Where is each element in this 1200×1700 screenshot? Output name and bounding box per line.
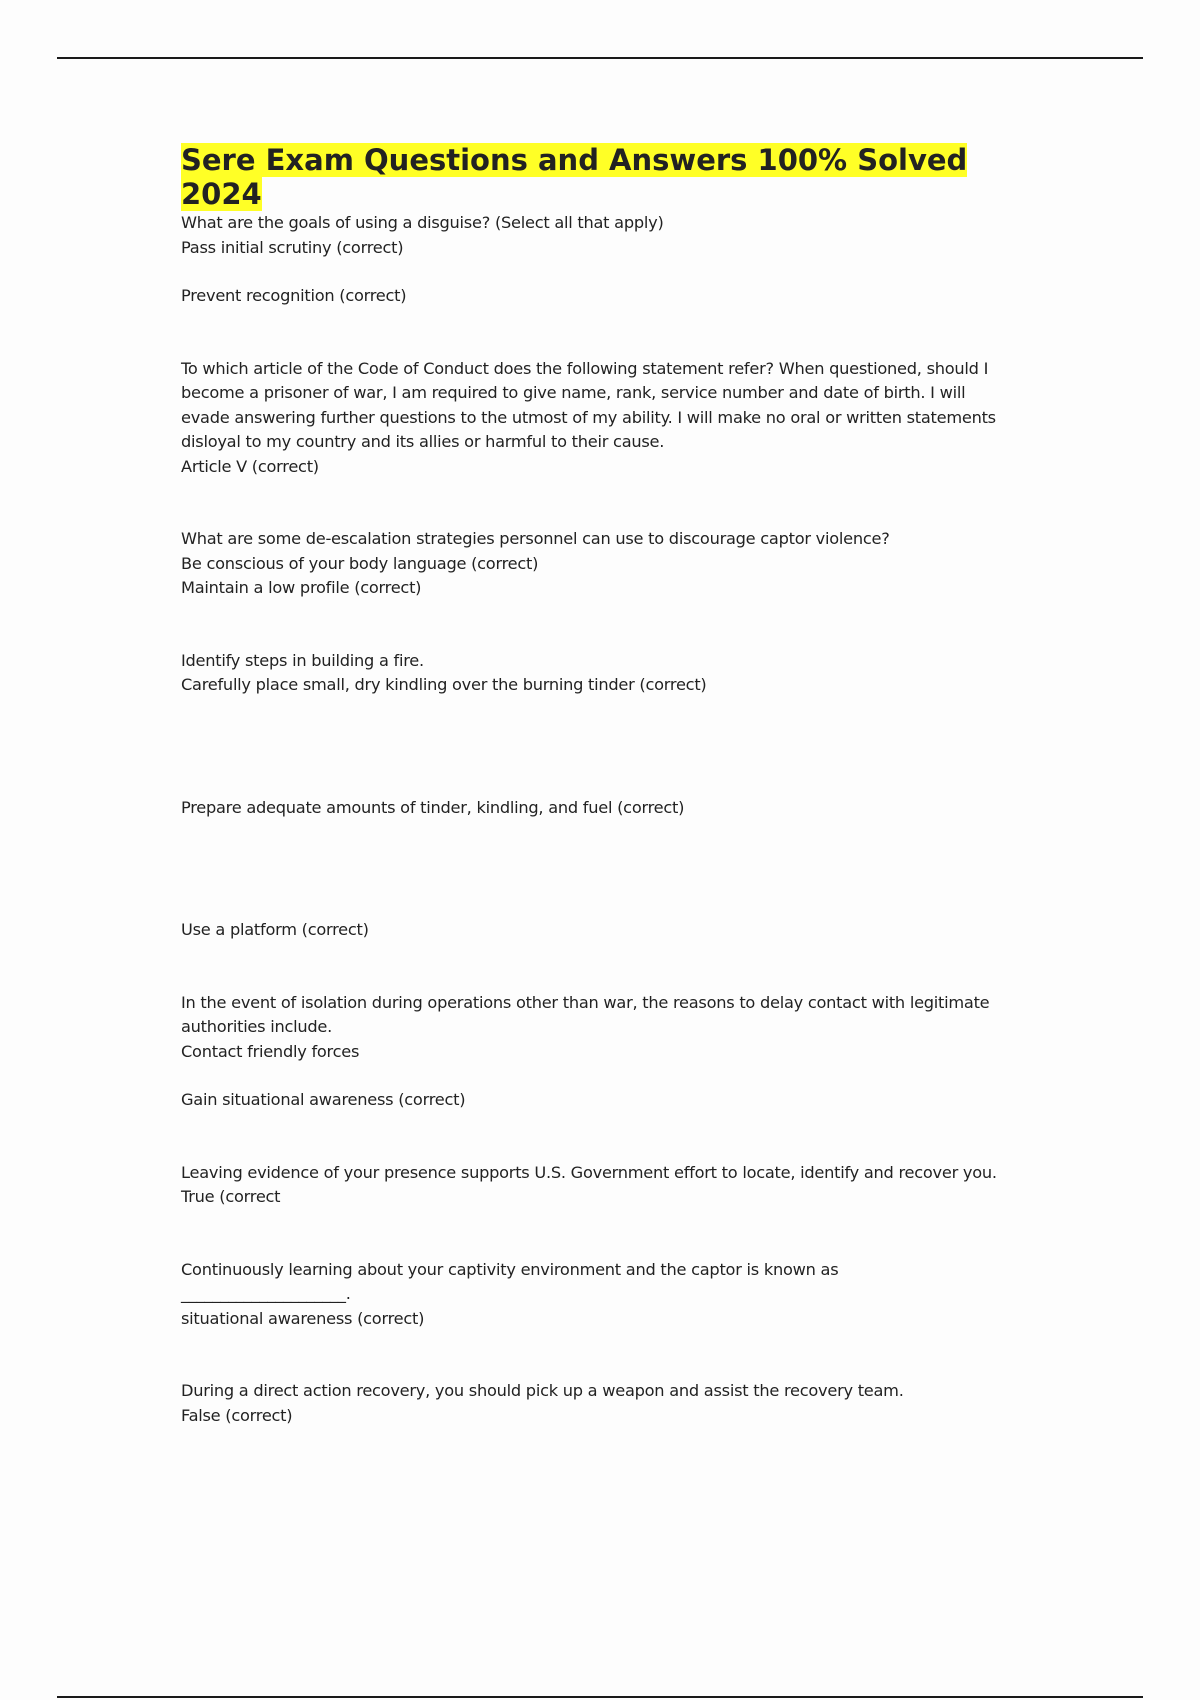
answer-text: situational awareness (correct): [181, 1308, 425, 1328]
answer-text: Be conscious of your body language (correct): [181, 553, 539, 573]
answer-text: True (correct: [181, 1187, 281, 1206]
answer-text: Prepare adequate amounts of tinder, kindling, and fuel (correct): [181, 797, 685, 817]
answer-text: Maintain a low profile (correct): [181, 578, 422, 597]
answer-text: False (correct): [181, 1405, 293, 1425]
header-rule: [57, 57, 1143, 59]
fill-in-blank: _____________________.: [181, 1284, 351, 1303]
document-content: [181, 143, 1001, 1428]
question-text: What are the goals of using a disguise? (Select all that apply): [181, 213, 664, 232]
question-text: Identify steps in building a fire.: [181, 650, 424, 670]
question-text: Leaving evidence of your presence supports U.S. Government effort to locate, identify and recover you.: [181, 1162, 997, 1182]
document-body: [181, 211, 1001, 1428]
question-text: To which article of the Code of Conduct does the following statement refer? When questioned, should I become a prisoner of war, I am required to give name, rank, service number and date of birth. I will evade answering further questions to the utmost of my ability. I will make no oral or written statements disloyal to my country and its allies or harmful to their cause.: [181, 358, 996, 451]
question-text: In the event of isolation during operations other than war, the reasons to delay contact with legitimate authorities include.: [181, 992, 990, 1036]
document-title: Sere Exam Questions and Answers 100% Solved 2024: [181, 143, 968, 211]
answer-text: Use a platform (correct): [181, 920, 369, 939]
footer-rule: [57, 1696, 1143, 1698]
question-text: What are some de-escalation strategies personnel can use to discourage captor violence?: [181, 529, 890, 548]
question-text: Continuously learning about your captivity environment and the captor is known as: [181, 1259, 839, 1279]
answer-text: Carefully place small, dry kindling over the burning tinder (correct): [181, 675, 707, 694]
question-text: During a direct action recovery, you should pick up a weapon and assist the recovery team.: [181, 1381, 904, 1400]
answer-text: Contact friendly forces: [181, 1041, 360, 1061]
answer-text: Gain situational awareness (correct): [181, 1090, 466, 1109]
answer-text: Prevent recognition (correct): [181, 286, 407, 305]
answer-text: Article V (correct): [181, 456, 319, 476]
answer-text: Pass initial scrutiny (correct): [181, 237, 404, 257]
